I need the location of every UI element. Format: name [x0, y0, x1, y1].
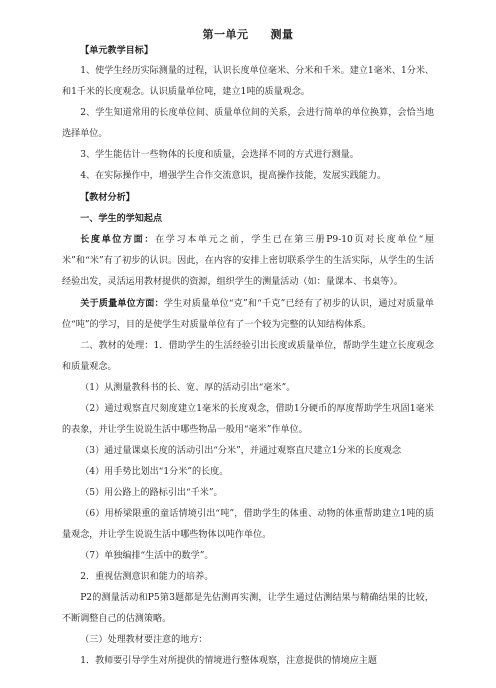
list-item: （7）单独编排“生活中的数学”。 [80, 551, 214, 561]
list-item: （5）用公路上的路标引出“千米”。 [80, 488, 223, 498]
goal-item: 1、使学生经历实际测量的过程，认识长度单位毫米、分米和千米。建立1毫米、1分米、和1千米的长度观念。认识质量单位吨，建立1吨的质量观念。 [62, 66, 435, 97]
list-item: （3）通过量课桌长度的活动引出“分米”，并通过观察直尺建立1分米的长度观念 [80, 446, 402, 456]
list-item: （6）用桥梁限重的童话情境引出“吨”，借助学生的体重、动物的体重帮助建立1吨的质量观念，并让学生说说生活中哪些物体以吨作单位。 [62, 509, 434, 540]
analysis-heading: 【教材分析】 [80, 192, 135, 203]
mass-lead: 关于质量单位方面： [80, 298, 164, 309]
processing-paragraph: 二、教材的处理：1．借助学生的生活经验引出长度或质量单位，帮助学生建立长度观念和质量观念。 [62, 341, 434, 372]
point-3: （三）处理教材要注意的地方： [80, 635, 208, 645]
list-item: （1）从测量教科书的长、宽、厚的活动引出“毫米”。 [80, 383, 296, 393]
point-3-1: 1．教师要引导学生对所提供的情境进行整体观察，注意提供的情境应主题 [80, 656, 377, 666]
document-body [62, 40, 434, 672]
goal-item: 4、在实际操作中，增强学生合作交流意识，提高操作技能，发展实践能力。 [80, 171, 387, 181]
unit-name: 测量 [270, 28, 294, 41]
list-item: （2）通过观察直尺刻度建立1毫米的长度观念，借助1分硬币的厚度帮助学生巩固1毫米的表象，并让学生说说生活中哪些物品一般用“毫米”作单位。 [62, 404, 434, 435]
goal-item: 3、学生能估计一些物体的长度和质量，会选择不同的方式进行测量。 [80, 150, 359, 160]
unit-label: 第一单元 [202, 28, 249, 41]
point-2-text: P2的测量活动和P5第3题都是先估测再实测，让学生通过估测结果与精确结果的比较，不断调整自己的估测策略。 [62, 593, 434, 624]
mass-text: 学生对质量单位“克”和“千克”已经有了初步的认识，通过对质量单位“吨”的学习，目的是使学生对质量单位有了一个较为完整的认知结构体系。 [62, 299, 434, 330]
length-lead: 长度单位方面： [80, 234, 156, 245]
list-item: （4）用手势比划出“1分米”的长度。 [80, 467, 229, 477]
mass-paragraph [62, 293, 434, 336]
goal-item: 2、学生知道常用的长度单位间、质量单位间的关系，会进行简单的单位换算，会恰当地选择单位。 [62, 108, 434, 139]
goals-heading: 【单元教学目标】 [80, 45, 153, 56]
point-2: 2．重视估测意识和能力的培养。 [80, 572, 214, 582]
start-heading: 一、学生的学知起点 [80, 213, 163, 224]
length-paragraph [62, 229, 434, 293]
length-text: 在学习本单元之前，学生已在第三册P9-10页对长度单位“厘米”和“米”有了初步的认识。因此，在内容的安排上密切联系学生的生活实际，从学生的生活经验出发，灵活运用教材提供的资源，组织学生的测量活动（如：量课本、书桌等）。 [62, 235, 434, 287]
